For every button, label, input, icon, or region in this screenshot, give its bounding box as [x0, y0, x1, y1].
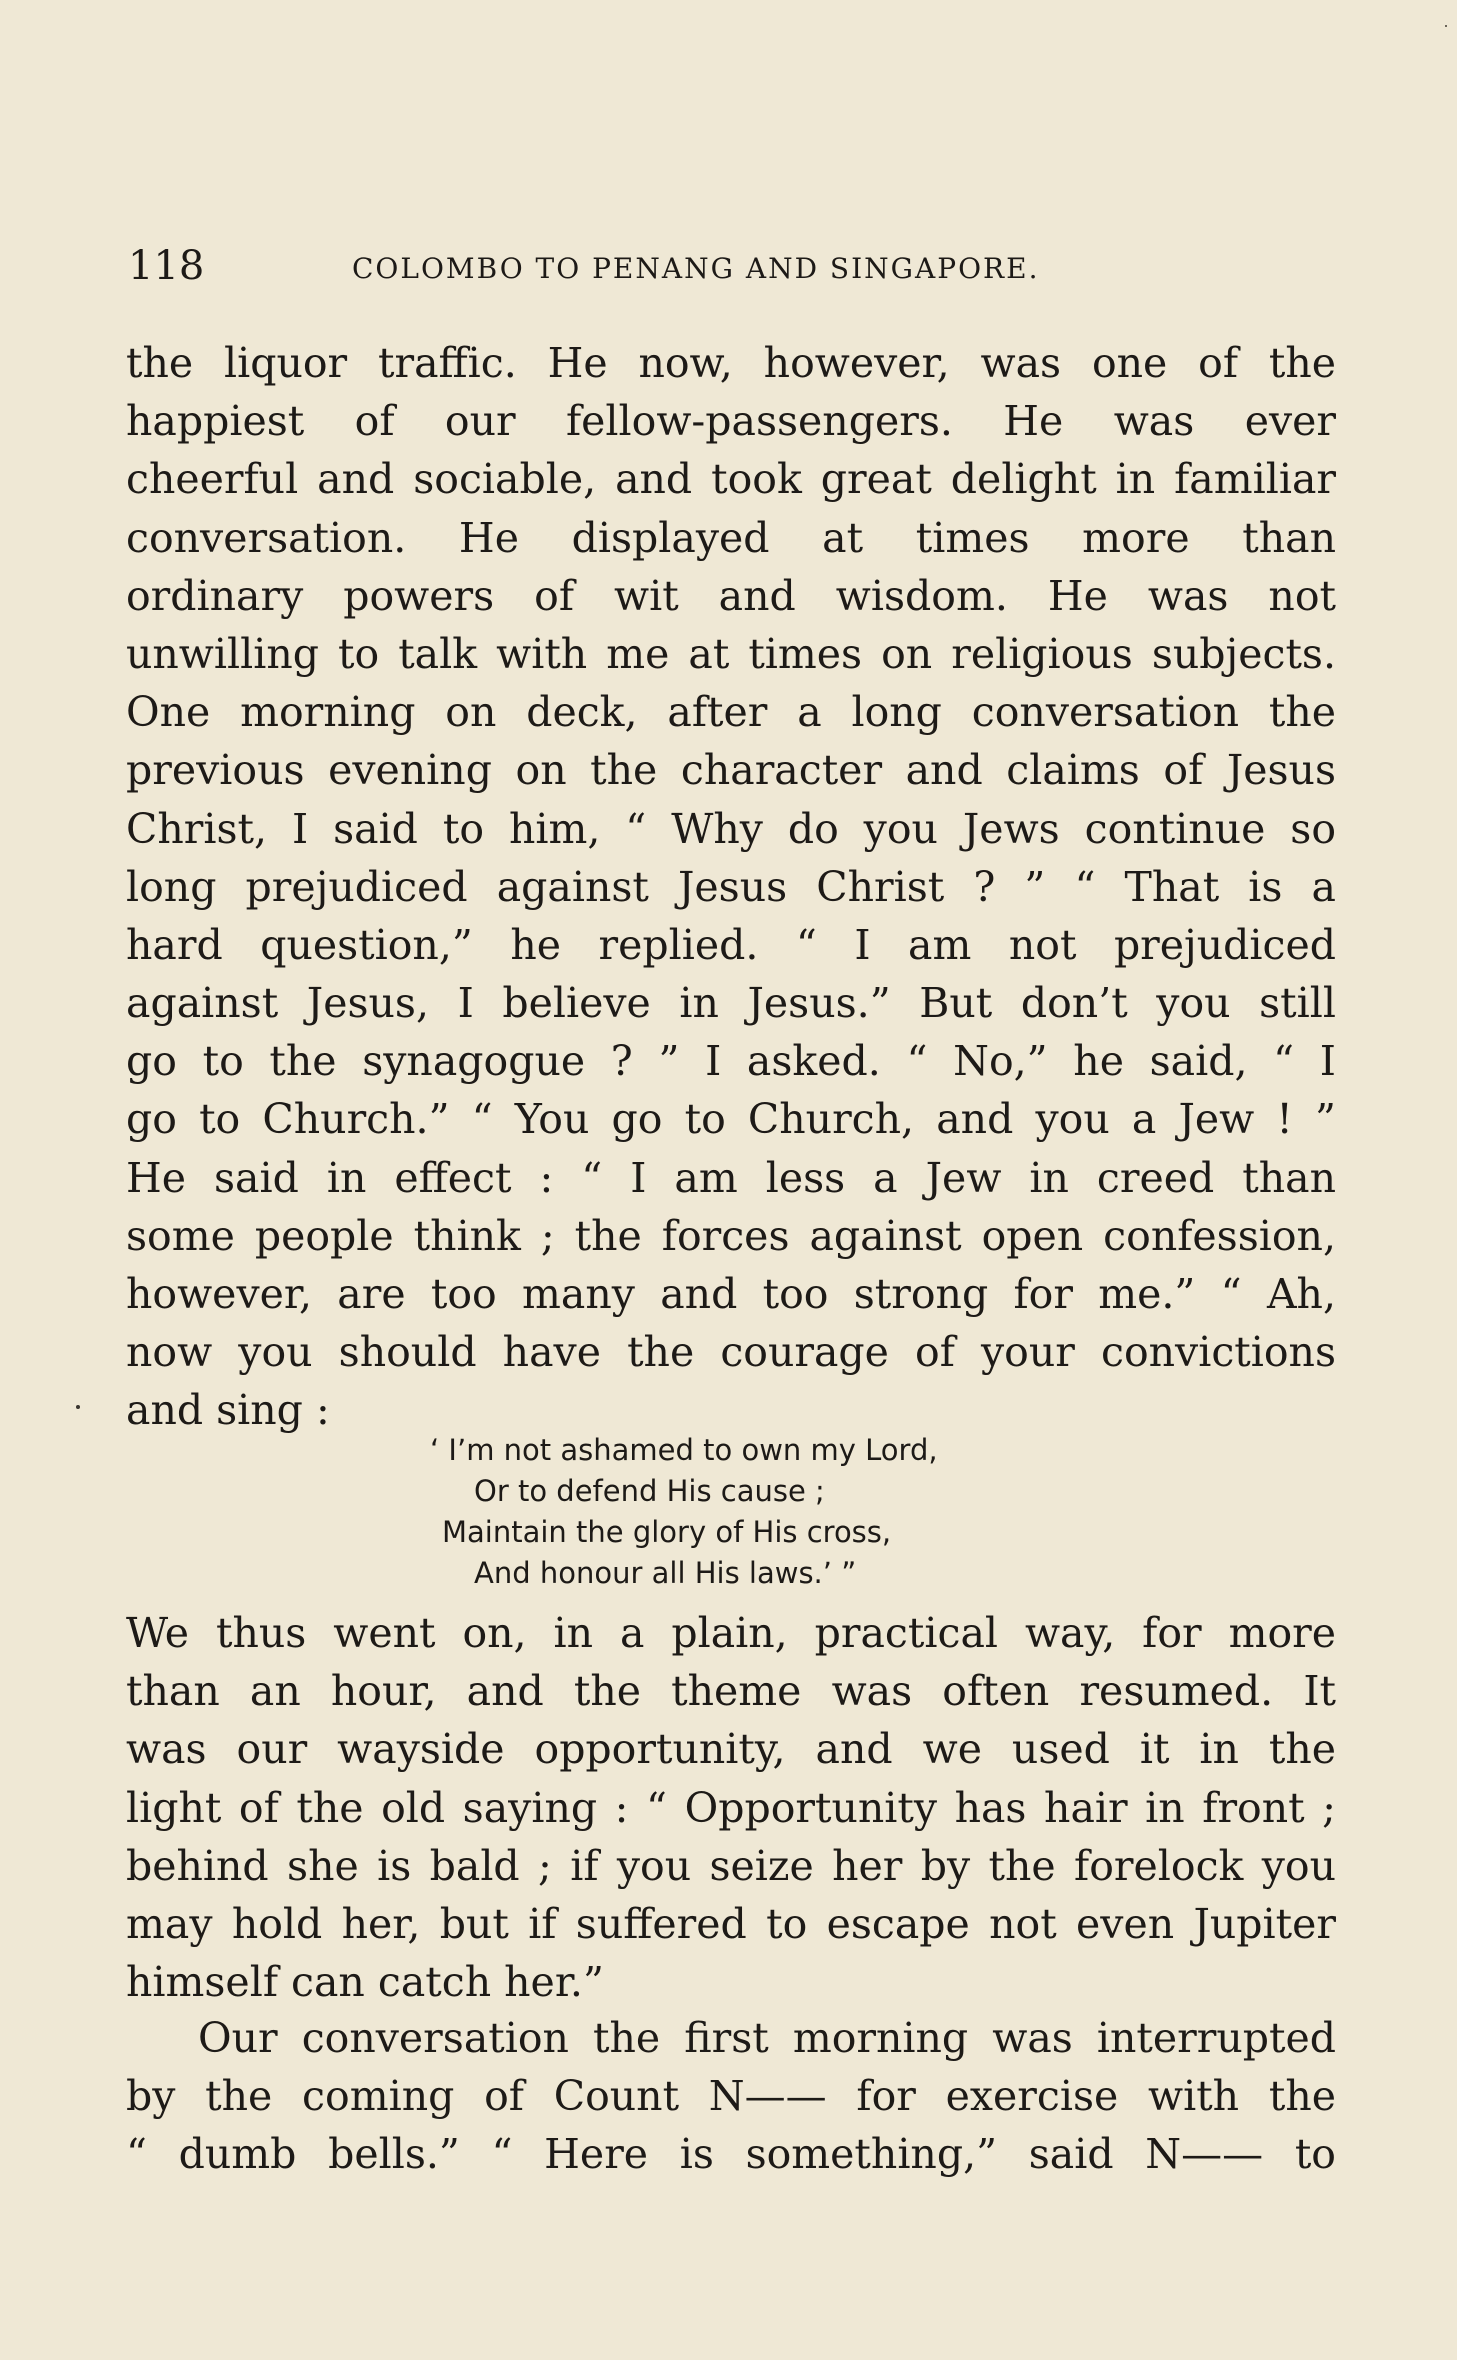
- text-line: long prejudiced against Jesus Christ ? ” “ That is a: [126, 862, 1336, 911]
- text-line: Our conversation the first morning was interrupted: [198, 2014, 1336, 2062]
- hymn-quote: [430, 1430, 1050, 1594]
- verse-line: ‘ I’m not ashamed to own my Lord,: [430, 1433, 938, 1467]
- text-line: was our wayside opportunity, and we used it in the: [126, 1725, 1336, 1774]
- text-line: He said in effect : “ I am less a Jew in creed than: [126, 1153, 1336, 1202]
- text-line: now you should have the courage of your convictions: [126, 1328, 1336, 1377]
- text-line: the liquor traffic. He now, however, was one of the: [126, 339, 1336, 387]
- text-line: happiest of our fellow-passengers. He was ever: [126, 397, 1336, 446]
- text-line: cheerful and sociable, and took great delight in familiar: [126, 455, 1336, 504]
- verse-line: And honour all His laws.’ ”: [474, 1556, 857, 1590]
- verse-line: Or to defend His cause ;: [474, 1474, 825, 1508]
- text-line: Christ, I said to him, “ Why do you Jews continue so: [126, 804, 1336, 853]
- text-line: light of the old saying : “ Opportunity has hair in front ;: [126, 1783, 1336, 1832]
- text-line: We thus went on, in a plain, practical way, for more: [126, 1609, 1336, 1657]
- paragraph-3: [126, 2009, 1336, 2184]
- text-line: himself can catch her.”: [126, 1958, 604, 2007]
- text-line: conversation. He displayed at times more than: [126, 513, 1336, 562]
- text-line: by the coming of Count N—— for exercise with the: [126, 2072, 1336, 2121]
- scan-speck: [1445, 25, 1447, 27]
- text-line: unwilling to talk with me at times on religious subjects.: [126, 629, 1336, 678]
- text-line: “ dumb bells.” “ Here is something,” said N—— to: [126, 2130, 1336, 2179]
- paragraph-1: [126, 334, 1336, 1440]
- margin-speck: [76, 1405, 80, 1409]
- text-line: hard question,” he replied. “ I am not prejudiced: [126, 920, 1336, 969]
- text-line: may hold her, but if suffered to escape not even Jupiter: [126, 1899, 1336, 1948]
- text-line: go to the synagogue ? ” I asked. “ No,” he said, “ I: [126, 1037, 1336, 1086]
- text-line: go to Church.” “ You go to Church, and you a Jew ! ”: [126, 1095, 1336, 1144]
- text-line: ordinary powers of wit and wisdom. He was not: [126, 571, 1336, 620]
- verse-line: Maintain the glory of His cross,: [442, 1515, 892, 1549]
- running-head: COLOMBO TO PENANG AND SINGAPORE.: [352, 252, 1040, 285]
- text-line: behind she is bald ; if you seize her by the forelock you: [126, 1841, 1336, 1890]
- text-line: some people think ; the forces against open confession,: [126, 1211, 1336, 1260]
- text-line: previous evening on the character and claims of Jesus: [126, 746, 1336, 795]
- page-header: [128, 236, 1334, 296]
- text-line: than an hour, and the theme was often resumed. It: [126, 1667, 1336, 1716]
- text-line: and sing :: [126, 1386, 330, 1435]
- page-number: 118: [128, 243, 205, 289]
- text-line: One morning on deck, after a long conversation the: [126, 688, 1336, 737]
- text-line: however, are too many and too strong for me.” “ Ah,: [126, 1270, 1336, 1318]
- paragraph-2: [126, 1604, 1336, 2011]
- text-line: against Jesus, I believe in Jesus.” But don’t you still: [126, 979, 1336, 1028]
